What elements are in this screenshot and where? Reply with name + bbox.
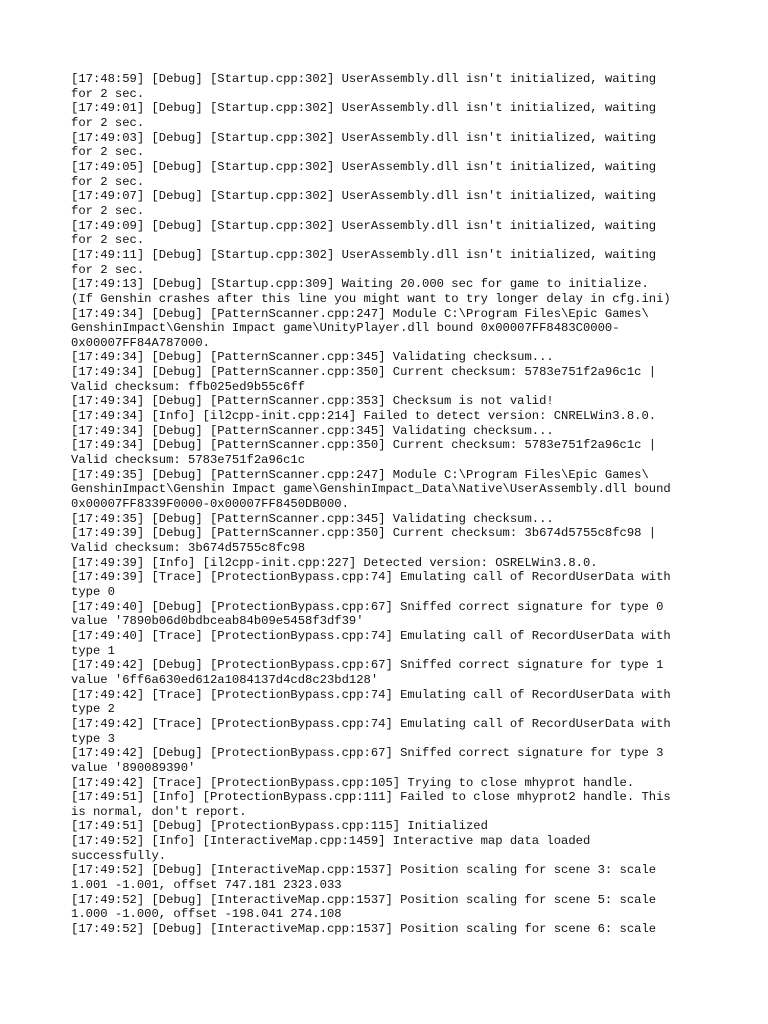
log-line: [17:49:34] [Debug] [PatternScanner.cpp:247] Module C:\Program Files\Epic Games\ (71, 306, 649, 321)
log-line: [17:49:51] [Info] [ProtectionBypass.cpp:111] Failed to close mhyprot2 handle. This (71, 790, 671, 805)
log-line: [17:49:34] [Debug] [PatternScanner.cpp:353] Checksum is not valid! (71, 394, 554, 409)
log-line: [17:49:42] [Debug] [ProtectionBypass.cpp:67] Sniffed correct signature for type 1 (71, 658, 664, 673)
log-line: 1.001 -1.001, offset 747.181 2323.033 (71, 878, 342, 893)
log-line: [17:49:39] [Debug] [PatternScanner.cpp:350] Current checksum: 3b674d5755c8fc98 | (71, 526, 657, 541)
log-line: [17:49:07] [Debug] [Startup.cpp:302] UserAssembly.dll isn't initialized, waiting (71, 189, 657, 204)
log-line: [17:49:03] [Debug] [Startup.cpp:302] UserAssembly.dll isn't initialized, waiting (71, 130, 657, 145)
log-line: [17:49:09] [Debug] [Startup.cpp:302] UserAssembly.dll isn't initialized, waiting (71, 218, 657, 233)
log-line: [17:49:39] [Info] [il2cpp-init.cpp:227] Detected version: OSRELWin3.8.0. (71, 555, 598, 570)
log-line: Valid checksum: 3b674d5755c8fc98 (71, 541, 306, 555)
log-line: (If Genshin crashes after this line you might want to try longer delay in cfg.ini) (71, 291, 671, 306)
log-line: GenshinImpact\Genshin Impact game\UnityPlayer.dll bound 0x00007FF8483C0000- (71, 321, 620, 336)
log-line: value '6ff6a630ed612a1084137d4cd8c23bd128' (71, 672, 379, 687)
log-line: [17:49:13] [Debug] [Startup.cpp:309] Waiting 20.000 sec for game to initialize. (71, 277, 649, 292)
log-line: for 2 sec. (71, 115, 145, 130)
log-line: [17:49:34] [Info] [il2cpp-init.cpp:214] Failed to detect version: CNRELWin3.8.0. (71, 409, 657, 424)
log-line: is normal, don't report. (71, 804, 247, 819)
log-line: [17:49:34] [Debug] [PatternScanner.cpp:350] Current checksum: 5783e751f2a96c1c | (71, 438, 657, 453)
log-line: for 2 sec. (71, 174, 145, 189)
log-line: [17:49:35] [Debug] [PatternScanner.cpp:345] Validating checksum... (71, 511, 554, 526)
log-line: for 2 sec. (71, 233, 145, 248)
log-line: for 2 sec. (71, 145, 145, 160)
log-line: Valid checksum: ffb025ed9b55c6ff (71, 379, 306, 394)
log-line: [17:49:42] [Trace] [ProtectionBypass.cpp:105] Trying to close mhyprot handle. (71, 775, 635, 790)
log-line: [17:49:52] [Info] [InteractiveMap.cpp:1459] Interactive map data loaded (71, 834, 591, 849)
log-line: value '7890b06d0bdbceab84b09e5458f3df39' (71, 614, 364, 629)
log-line: [17:49:34] [Debug] [PatternScanner.cpp:345] Validating checksum... (71, 350, 554, 365)
log-line: [17:48:59] [Debug] [Startup.cpp:302] UserAssembly.dll isn't initialized, waiting (71, 72, 657, 86)
log-line: value '890089390' (71, 760, 196, 775)
log-line: [17:49:52] [Debug] [InteractiveMap.cpp:1537] Position scaling for scene 3: scale (71, 863, 657, 878)
log-line: [17:49:52] [Debug] [InteractiveMap.cpp:1537] Position scaling for scene 5: scale (71, 892, 657, 907)
log-line: [17:49:39] [Trace] [ProtectionBypass.cpp:74] Emulating call of RecordUserData with (71, 570, 671, 585)
log-line: type 0 (71, 584, 115, 599)
log-line: [17:49:34] [Debug] [PatternScanner.cpp:350] Current checksum: 5783e751f2a96c1c | (71, 365, 657, 380)
log-line: [17:49:51] [Debug] [ProtectionBypass.cpp:115] Initialized (71, 819, 488, 834)
log-line: 0x00007FF8339F0000-0x00007FF8450DB000. (71, 497, 349, 512)
log-line: [17:49:42] [Trace] [ProtectionBypass.cpp:74] Emulating call of RecordUserData with (71, 687, 671, 702)
log-line: 1.000 -1.000, offset -198.041 274.108 (71, 907, 342, 922)
log-line: type 1 (71, 643, 115, 658)
log-line: for 2 sec. (71, 203, 145, 218)
log-output (71, 72, 701, 937)
log-line: [17:49:05] [Debug] [Startup.cpp:302] UserAssembly.dll isn't initialized, waiting (71, 159, 657, 174)
log-line: [17:49:01] [Debug] [Startup.cpp:302] UserAssembly.dll isn't initialized, waiting (71, 101, 657, 116)
log-line: 0x00007FF84A787000. (71, 335, 210, 350)
log-line: [17:49:40] [Trace] [ProtectionBypass.cpp:74] Emulating call of RecordUserData with (71, 628, 671, 643)
log-line: [17:49:42] [Trace] [ProtectionBypass.cpp:74] Emulating call of RecordUserData with (71, 716, 671, 731)
log-line: [17:49:40] [Debug] [ProtectionBypass.cpp:67] Sniffed correct signature for type 0 (71, 599, 664, 614)
log-line: for 2 sec. (71, 262, 145, 277)
log-line: GenshinImpact\Genshin Impact game\GenshinImpact_Data\Native\UserAssembly.dll bound (71, 482, 671, 497)
log-line: Valid checksum: 5783e751f2a96c1c (71, 453, 306, 468)
log-line: [17:49:52] [Debug] [InteractiveMap.cpp:1537] Position scaling for scene 6: scale (71, 922, 657, 937)
log-line: type 3 (71, 731, 115, 746)
log-line: [17:49:42] [Debug] [ProtectionBypass.cpp:67] Sniffed correct signature for type 3 (71, 746, 664, 761)
log-line: [17:49:11] [Debug] [Startup.cpp:302] UserAssembly.dll isn't initialized, waiting (71, 247, 657, 262)
log-line: successfully. (71, 848, 167, 863)
log-line: [17:49:35] [Debug] [PatternScanner.cpp:247] Module C:\Program Files\Epic Games\ (71, 467, 649, 482)
log-line: [17:49:34] [Debug] [PatternScanner.cpp:345] Validating checksum... (71, 423, 554, 438)
log-line: type 2 (71, 702, 115, 717)
log-line: for 2 sec. (71, 86, 145, 101)
